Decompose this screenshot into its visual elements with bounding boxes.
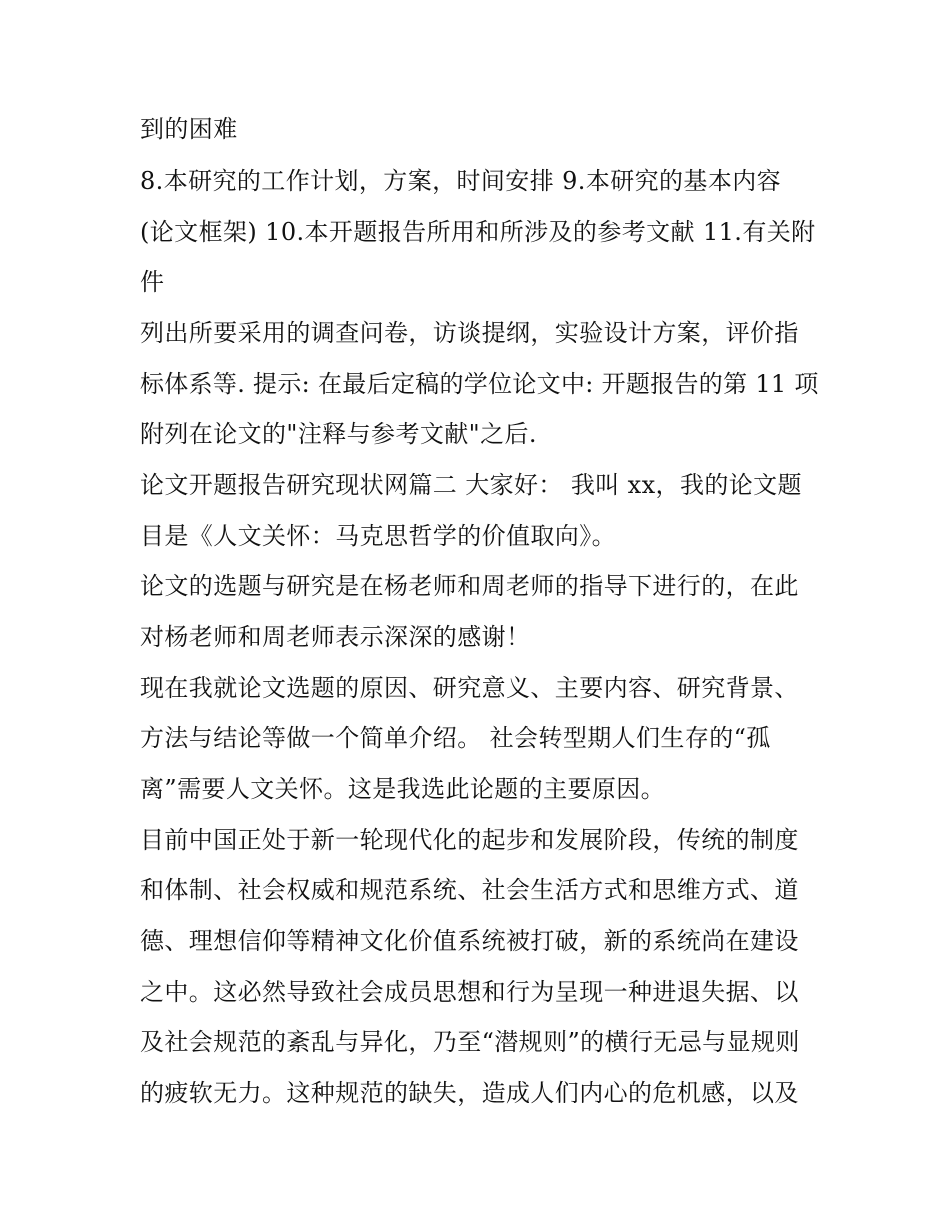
- text-line: 件: [140, 268, 165, 296]
- text-line: 8.本研究的工作计划，方案，时间安排 9.本研究的基本内容: [140, 167, 782, 195]
- text-line: 离”需要人文关怀。这是我选此论题的主要原因。: [140, 775, 666, 803]
- text-line: 论文的选题与研究是在杨老师和周老师的指导下进行的，在此: [140, 572, 799, 600]
- text-line: 对杨老师和周老师表示深深的感谢！: [140, 623, 531, 651]
- text-line: 目是《人文关怀：马克思哲学的价值取向》。: [140, 522, 616, 550]
- text-line: 标体系等. 提示: 在最后定稿的学位论文中: 开题报告的第 11 项: [140, 370, 819, 398]
- text-line: 的疲软无力。这种规范的缺失，造成人们内心的危机感，以及: [140, 1079, 799, 1107]
- text-line: 目前中国正处于新一轮现代化的起步和发展阶段，传统的制度: [140, 826, 799, 854]
- text-line: 德、理想信仰等精神文化价值系统被打破，新的系统尚在建设: [140, 927, 799, 955]
- text-line: 附列在论文的"注释与参考文献"之后.: [140, 420, 537, 448]
- text-line: 及社会规范的紊乱与异化，乃至“潜规则”的横行无忌与显规则: [140, 1028, 800, 1056]
- text-line: 和体制、社会权威和规范系统、社会生活方式和思维方式、道: [140, 876, 799, 904]
- text-line: 论文开题报告研究现状网篇二 大家好： 我叫 xx，我的论文题: [140, 471, 802, 499]
- text-line: 列出所要采用的调查问卷，访谈提纲，实验设计方案，评价指: [140, 319, 799, 347]
- text-line: 现在我就论文选题的原因、研究意义、主要内容、研究背景、: [140, 674, 799, 702]
- text-line: 到的困难: [140, 115, 238, 143]
- text-line: 之中。这必然导致社会成员思想和行为呈现一种进退失据、以: [140, 978, 799, 1006]
- text-line: 方法与结论等做一个简单介绍。 社会转型期人们生存的“孤: [140, 724, 771, 752]
- text-line: (论文框架) 10.本开题报告所用和所涉及的参考文献 11.有关附: [140, 218, 816, 246]
